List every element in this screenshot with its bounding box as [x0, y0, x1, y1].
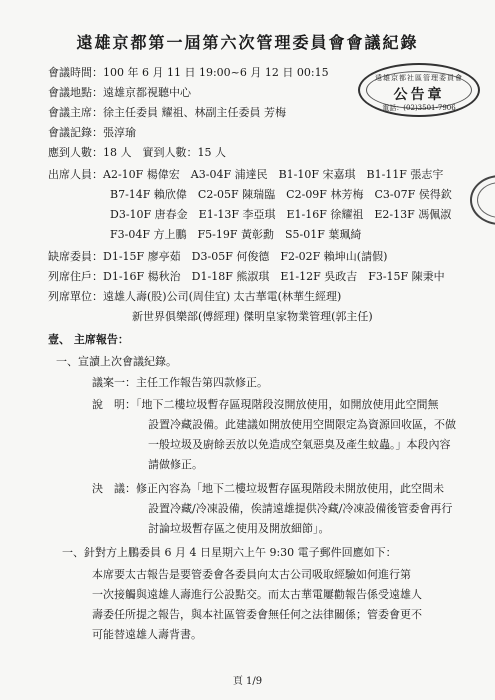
response-text: 壽委任所提之報告，與本社區管委會無任何之法律關係；管委會更不 [92, 608, 422, 621]
seal-bottom-text: 電話：(02)3501-7906 [382, 104, 456, 112]
document-title: 遠雄京都第一屆第六次管理委員會會議紀錄 [76, 33, 419, 52]
resolution-text: 決 議：修正內容為「地下二樓垃圾暫存區現階段未開放使用，此空間未 [92, 482, 444, 495]
attending-organizations: 新世界俱樂部(傅經理) 傑明皇家物業管理(郭主任) [132, 310, 373, 323]
attending-organizations: 列席單位：遠雄人壽(股)公司(周佳宜) 太古華電(林華生經理) [48, 290, 342, 303]
meeting-chair: 會議主席：徐主任委員 耀祖、林副主任委員 芳梅 [48, 106, 286, 119]
resolution-text: 討論垃圾暫存區之使用及開放細節」。 [148, 522, 330, 535]
resolution-text: 設置冷藏/冷凍設備，俟請遠雄提供冷藏/冷凍設備後管委會再行 [148, 502, 453, 515]
absent-members: 缺席委員：D1-15F 廖亭茹 D3-05F 何俊德 F2-02F 賴坤山(請假) [48, 250, 388, 263]
explanation-text: 請做修正。 [148, 458, 203, 471]
page-number: 頁 1/9 [232, 676, 263, 687]
section-heading: 壹、 主席報告： [48, 333, 129, 346]
response-text: 一次接觸與遠雄人壽進行公設點交。而太古華電屢勸報告係受遠雄人 [92, 588, 422, 601]
attendees-line: D3-10F 唐春金 E1-13F 李亞琪 E1-16F 徐耀祖 E2-13F 馮佩淑 [110, 208, 452, 221]
explanation-text: 設置冷藏設備。此建議如開放使用空間限定為資源回收區，不做 [148, 418, 456, 431]
seal-center-text: 公告章 [393, 87, 445, 103]
item-heading: 一、針對方上鵬委員 6 月 4 日星期六上午 9:30 電子郵件回應如下： [62, 546, 397, 559]
resident-observers: 列席住戶：D1-16F 楊秋治 D1-18F 熊淑琪 E1-12F 吳政吉 F3-15F 陳秉中 [48, 270, 445, 283]
meeting-time: 會議時間：100 年 6 月 11 日 19:00~6 月 12 日 00:15 [48, 66, 329, 79]
response-text: 本席要太古報告是要管委會各委員向太古公司吸取經驗如何進行第 [92, 568, 411, 581]
meeting-recorder: 會議記錄：張淳瑜 [48, 126, 136, 139]
partial-seal-stamp [470, 175, 495, 225]
explanation-text: 一般垃圾及廚餘丟放以免造成空氣惡臭及產生蚊蟲。」本段內容 [148, 438, 451, 451]
partial-seal-inner-ring [477, 182, 495, 218]
motion-title: 議案一：主任工作報告第四款修正。 [92, 376, 268, 389]
attendees-line: B7-14F 賴欣偉 C2-05F 陳瑞臨 C2-09F 林芳梅 C3-07F 侯得欽 [110, 188, 452, 201]
response-text: 可能替遠雄人壽背書。 [92, 628, 202, 641]
announcement-seal-stamp [358, 63, 480, 117]
item-heading: 一、宣讀上次會議紀錄。 [56, 355, 177, 368]
seal-top-text: 遠雄京都社區管理委員會 [375, 74, 463, 82]
attendees-line: F3-04F 方上鵬 F5-19F 黃彰勳 S5-01F 葉珮綺 [110, 228, 362, 241]
attendance-count: 應到人數：18 人 實到人數：15 人 [48, 146, 226, 159]
explanation-text: 說 明：「地下二樓垃圾暫存區現階段沒開放使用，如開放使用此空間無 [92, 398, 439, 411]
meeting-location: 會議地點：遠雄京都視聽中心 [48, 86, 191, 99]
attendees-line: 出席人員：A2-10F 楊偉宏 A3-04F 浦達民 B1-10F 宋嘉琪 B1-11F 張志宇 [48, 168, 444, 181]
